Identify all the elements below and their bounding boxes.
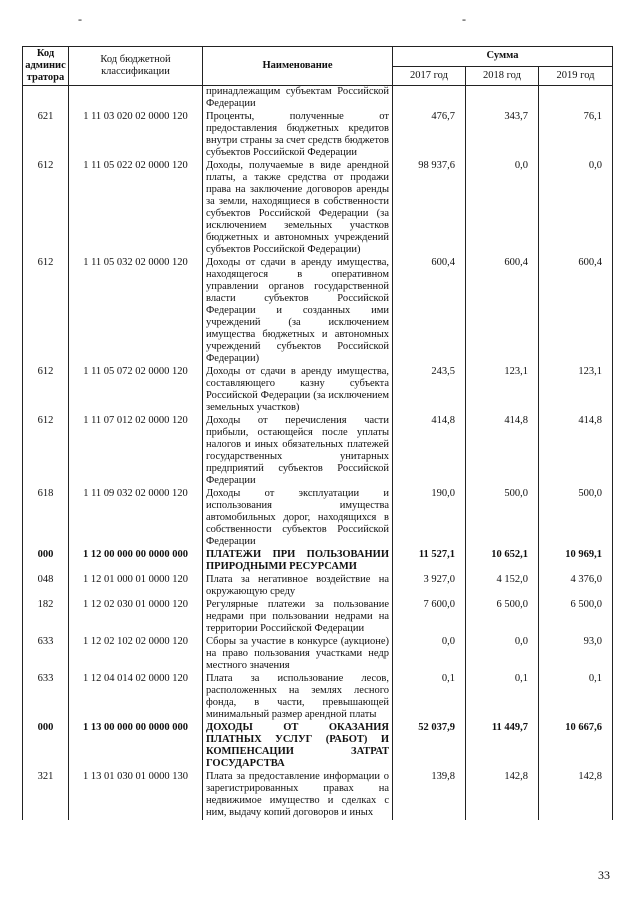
admin-code-cell: 048 <box>23 574 69 599</box>
sum-2017-cell <box>393 86 466 112</box>
page-number: 33 <box>598 868 610 882</box>
sum-2018-cell: 0,0 <box>466 160 539 257</box>
top-mark-left: - <box>78 12 82 26</box>
name-cell: Плата за негативное воздействие на окружающую среду <box>203 574 393 599</box>
table-body <box>23 86 613 821</box>
sum-2018-cell: 0,0 <box>466 636 539 673</box>
sum-2019-cell: 414,8 <box>539 415 613 488</box>
budget-code-cell: 1 12 04 014 02 0000 120 <box>69 673 203 722</box>
admin-code-cell: 618 <box>23 488 69 549</box>
sum-2019-cell: 123,1 <box>539 366 613 415</box>
name-cell: Проценты, полученные от предоставления бюджетных кредитов внутри страны за счет средств бюджетов субъектов Российской Федерации <box>203 111 393 160</box>
table-row <box>23 257 613 366</box>
name-cell: Регулярные платежи за пользование недрами при пользовании недрами на территории Российской Федерации <box>203 599 393 636</box>
top-mark-right: - <box>462 12 466 26</box>
table-row <box>23 574 613 599</box>
sum-2019-cell: 142,8 <box>539 771 613 820</box>
header-year-2018: 2018 год <box>466 66 539 86</box>
sum-2017-cell: 0,1 <box>393 673 466 722</box>
budget-code-cell: 1 11 05 032 02 0000 120 <box>69 257 203 366</box>
table-header <box>23 47 613 86</box>
name-cell: Плата за использование лесов, расположенных на землях лесного фонда, в части, превышающей минимальный размер арендной платы <box>203 673 393 722</box>
budget-code-cell: 1 12 01 000 01 0000 120 <box>69 574 203 599</box>
header-year-2019: 2019 год <box>539 66 613 86</box>
admin-code-cell: 000 <box>23 549 69 574</box>
table-row <box>23 599 613 636</box>
sum-2019-cell: 10 667,6 <box>539 722 613 771</box>
name-cell: Доходы от сдачи в аренду имущества, составляющего казну субъекта Российской Федерации (за исключением земельных участков) <box>203 366 393 415</box>
budget-code-cell: 1 11 05 022 02 0000 120 <box>69 160 203 257</box>
budget-code-cell: 1 12 02 102 02 0000 120 <box>69 636 203 673</box>
header-admin-code: Код админис тратора <box>23 47 69 86</box>
budget-code-cell: 1 11 03 020 02 0000 120 <box>69 111 203 160</box>
table-row <box>23 86 613 112</box>
table-row <box>23 549 613 574</box>
header-budget-code: Код бюджетной классификации <box>69 47 203 86</box>
table-row <box>23 673 613 722</box>
name-cell: Доходы от перечисления части прибыли, остающейся после уплаты налогов и иных обязательных платежей государственных унитарных предприятий субъектов Российской Федерации <box>203 415 393 488</box>
sum-2017-cell: 190,0 <box>393 488 466 549</box>
table-row <box>23 160 613 257</box>
sum-2019-cell: 500,0 <box>539 488 613 549</box>
sum-2018-cell: 600,4 <box>466 257 539 366</box>
sum-2018-cell: 142,8 <box>466 771 539 820</box>
sum-2019-cell: 4 376,0 <box>539 574 613 599</box>
table-row <box>23 415 613 488</box>
name-cell: ДОХОДЫ ОТ ОКАЗАНИЯ ПЛАТНЫХ УСЛУГ (РАБОТ) И КОМПЕНСАЦИИ ЗАТРАТ ГОСУДАРСТВА <box>203 722 393 771</box>
sum-2018-cell: 4 152,0 <box>466 574 539 599</box>
sum-2019-cell: 6 500,0 <box>539 599 613 636</box>
admin-code-cell: 633 <box>23 636 69 673</box>
sum-2018-cell: 0,1 <box>466 673 539 722</box>
name-cell: Доходы от сдачи в аренду имущества, находящегося в оперативном управлении органов государственной власти субъектов Российской Федерации и созданных ими учреждений (за исключением имущества бюджетных и автономных учреждений субъектов Российской Федерации) <box>203 257 393 366</box>
sum-2019-cell: 76,1 <box>539 111 613 160</box>
admin-code-cell: 633 <box>23 673 69 722</box>
name-cell: Сборы за участие в конкурсе (аукционе) на право пользования участками недр местного значения <box>203 636 393 673</box>
budget-code-cell: 1 13 01 030 01 0000 130 <box>69 771 203 820</box>
admin-code-cell: 612 <box>23 415 69 488</box>
budget-code-cell: 1 12 02 030 01 0000 120 <box>69 599 203 636</box>
name-cell: ПЛАТЕЖИ ПРИ ПОЛЬЗОВАНИИ ПРИРОДНЫМИ РЕСУРСАМИ <box>203 549 393 574</box>
name-cell: принадлежащим субъектам Российской Федерации <box>203 86 393 112</box>
budget-code-cell: 1 12 00 000 00 0000 000 <box>69 549 203 574</box>
table-row <box>23 636 613 673</box>
table-row <box>23 111 613 160</box>
sum-2018-cell: 6 500,0 <box>466 599 539 636</box>
sum-2017-cell: 3 927,0 <box>393 574 466 599</box>
admin-code-cell <box>23 86 69 112</box>
sum-2018-cell <box>466 86 539 112</box>
admin-code-cell: 621 <box>23 111 69 160</box>
budget-code-cell: 1 11 07 012 02 0000 120 <box>69 415 203 488</box>
header-name: Наименование <box>203 47 393 86</box>
sum-2019-cell <box>539 86 613 112</box>
sum-2017-cell: 7 600,0 <box>393 599 466 636</box>
admin-code-cell: 182 <box>23 599 69 636</box>
name-cell: Доходы, получаемые в виде арендной платы, а также средства от продажи права на заключение договоров аренды за земли, находящиеся в собственности субъектов Российской Федерации (за исключением земельных участков бюджетных и автономных учреждений субъектов Российской Федерации) <box>203 160 393 257</box>
name-cell: Доходы от эксплуатации и использования имущества автомобильных дорог, находящихся в собственности субъектов Российской Федерации <box>203 488 393 549</box>
admin-code-cell: 000 <box>23 722 69 771</box>
sum-2018-cell: 123,1 <box>466 366 539 415</box>
budget-code-cell <box>69 86 203 112</box>
budget-code-cell: 1 13 00 000 00 0000 000 <box>69 722 203 771</box>
sum-2018-cell: 10 652,1 <box>466 549 539 574</box>
table-row <box>23 771 613 820</box>
admin-code-cell: 612 <box>23 160 69 257</box>
budget-table <box>22 46 613 820</box>
sum-2019-cell: 0,1 <box>539 673 613 722</box>
table-row <box>23 488 613 549</box>
sum-2018-cell: 343,7 <box>466 111 539 160</box>
sum-2019-cell: 93,0 <box>539 636 613 673</box>
sum-2019-cell: 0,0 <box>539 160 613 257</box>
table-row <box>23 366 613 415</box>
sum-2018-cell: 500,0 <box>466 488 539 549</box>
sum-2017-cell: 600,4 <box>393 257 466 366</box>
admin-code-cell: 612 <box>23 366 69 415</box>
sum-2017-cell: 0,0 <box>393 636 466 673</box>
budget-code-cell: 1 11 05 072 02 0000 120 <box>69 366 203 415</box>
sum-2019-cell: 600,4 <box>539 257 613 366</box>
sum-2017-cell: 139,8 <box>393 771 466 820</box>
table-row <box>23 722 613 771</box>
sum-2018-cell: 11 449,7 <box>466 722 539 771</box>
sum-2018-cell: 414,8 <box>466 415 539 488</box>
admin-code-cell: 612 <box>23 257 69 366</box>
sum-2017-cell: 52 037,9 <box>393 722 466 771</box>
name-cell: Плата за предоставление информации о зарегистрированных правах на недвижимое имущество и сделках с ним, выдачу копий договоров и иных <box>203 771 393 820</box>
admin-code-cell: 321 <box>23 771 69 820</box>
sum-2017-cell: 243,5 <box>393 366 466 415</box>
header-sum: Сумма <box>393 47 613 67</box>
sum-2019-cell: 10 969,1 <box>539 549 613 574</box>
sum-2017-cell: 414,8 <box>393 415 466 488</box>
header-year-2017: 2017 год <box>393 66 466 86</box>
sum-2017-cell: 98 937,6 <box>393 160 466 257</box>
sum-2017-cell: 476,7 <box>393 111 466 160</box>
budget-code-cell: 1 11 09 032 02 0000 120 <box>69 488 203 549</box>
top-marks <box>0 14 640 24</box>
sum-2017-cell: 11 527,1 <box>393 549 466 574</box>
